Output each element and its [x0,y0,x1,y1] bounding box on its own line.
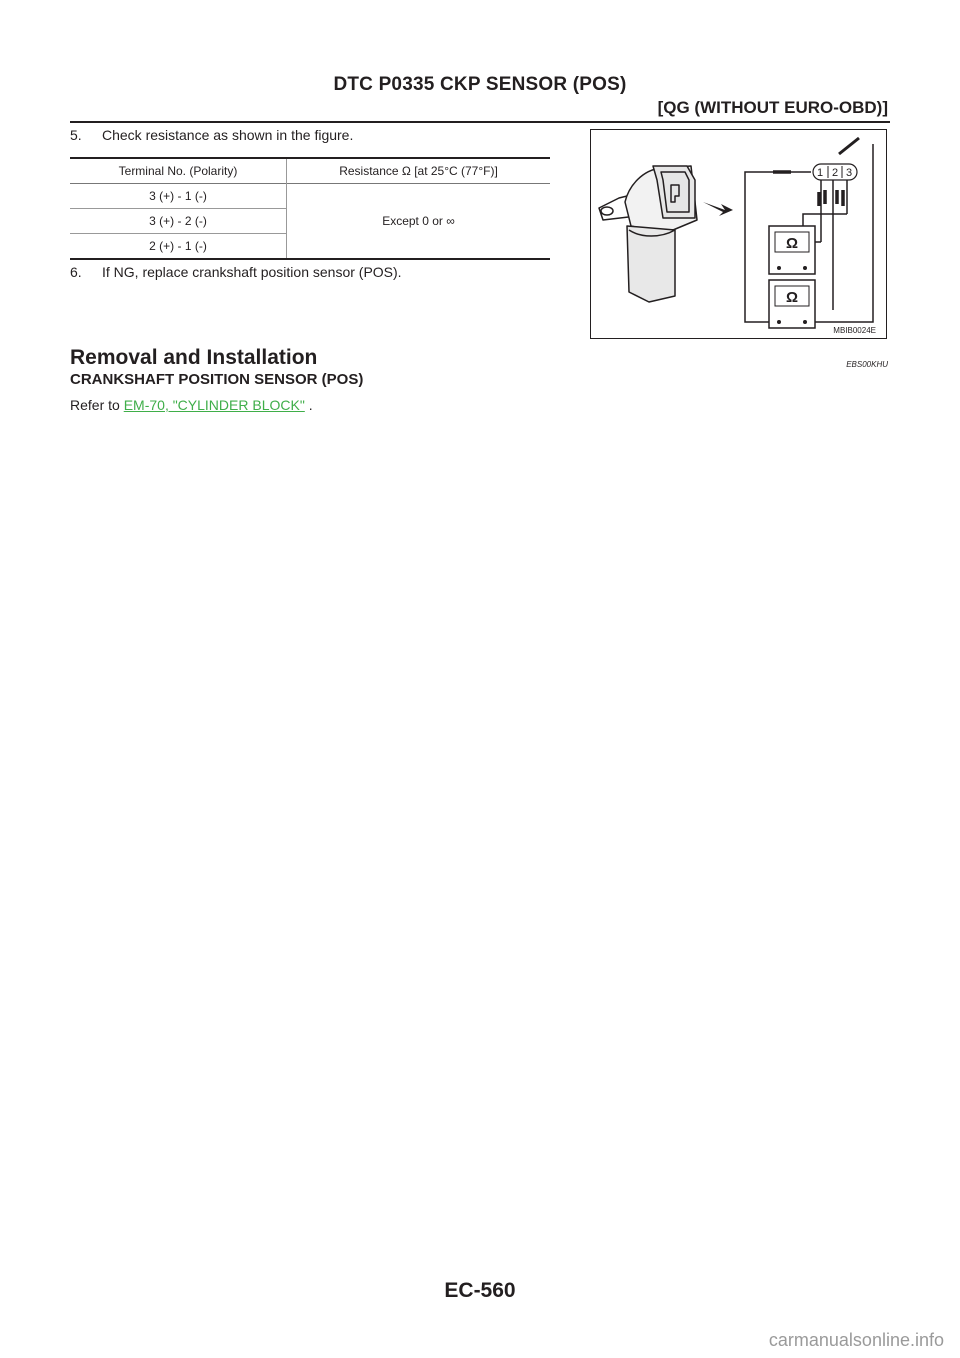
figure-code: MBIB0024E [833,326,876,335]
crankshaft-sensor-illustration [599,166,697,302]
terminal-label: 2 [831,167,839,179]
step-6-text: If NG, replace crankshaft position sensor (POS). [102,264,402,280]
watermark: carmanualsonline.info [768,1330,944,1350]
ohmmeter-bottom [769,280,815,328]
page-title: DTC P0335 CKP SENSOR (POS) [333,74,627,95]
header-terminal: Terminal No. (Polarity) [70,158,287,184]
step-5-number: 5. [70,127,82,143]
terminal-cell: 3 (+) - 1 (-) [70,184,287,209]
page-number: EC-560 [444,1279,516,1302]
ohmmeter-top [769,226,815,274]
step-5 [70,127,353,143]
ohm-icon: Ω [785,235,799,252]
figure-illustration [591,130,888,340]
terminal-label: 3 [845,167,853,179]
section-code: EBS00KHU [846,360,888,369]
table-header-row [70,158,550,184]
refer-prefix: Refer to [70,397,120,413]
refer-line [70,397,313,413]
step-5-text: Check resistance as shown in the figure. [102,127,354,143]
resistance-value: Except 0 or ∞ [382,214,455,228]
cylinder-block-link[interactable]: EM-70, "CYLINDER BLOCK" [123,397,305,413]
header-divider [70,121,890,123]
step-6-number: 6. [70,264,82,280]
terminal-cell: 3 (+) - 2 (-) [70,209,287,234]
terminal-cell: 2 (+) - 1 (-) [70,234,287,260]
header-resistance: Resistance Ω [at 25°C (77°F)] [339,164,498,178]
resistance-table [70,157,550,260]
terminal-label: 1 [816,167,824,179]
section-subtitle: CRANKSHAFT POSITION SENSOR (POS) [70,371,364,388]
step-6 [70,264,402,280]
table-row [70,184,550,209]
sensor-resistance-figure [590,129,887,339]
refer-suffix: . [308,397,313,413]
arrow-icon [703,202,733,216]
ohm-icon: Ω [785,289,799,306]
page-subtitle: [QG (WITHOUT EURO-OBD)] [657,98,888,117]
section-title: Removal and Installation [70,346,318,369]
